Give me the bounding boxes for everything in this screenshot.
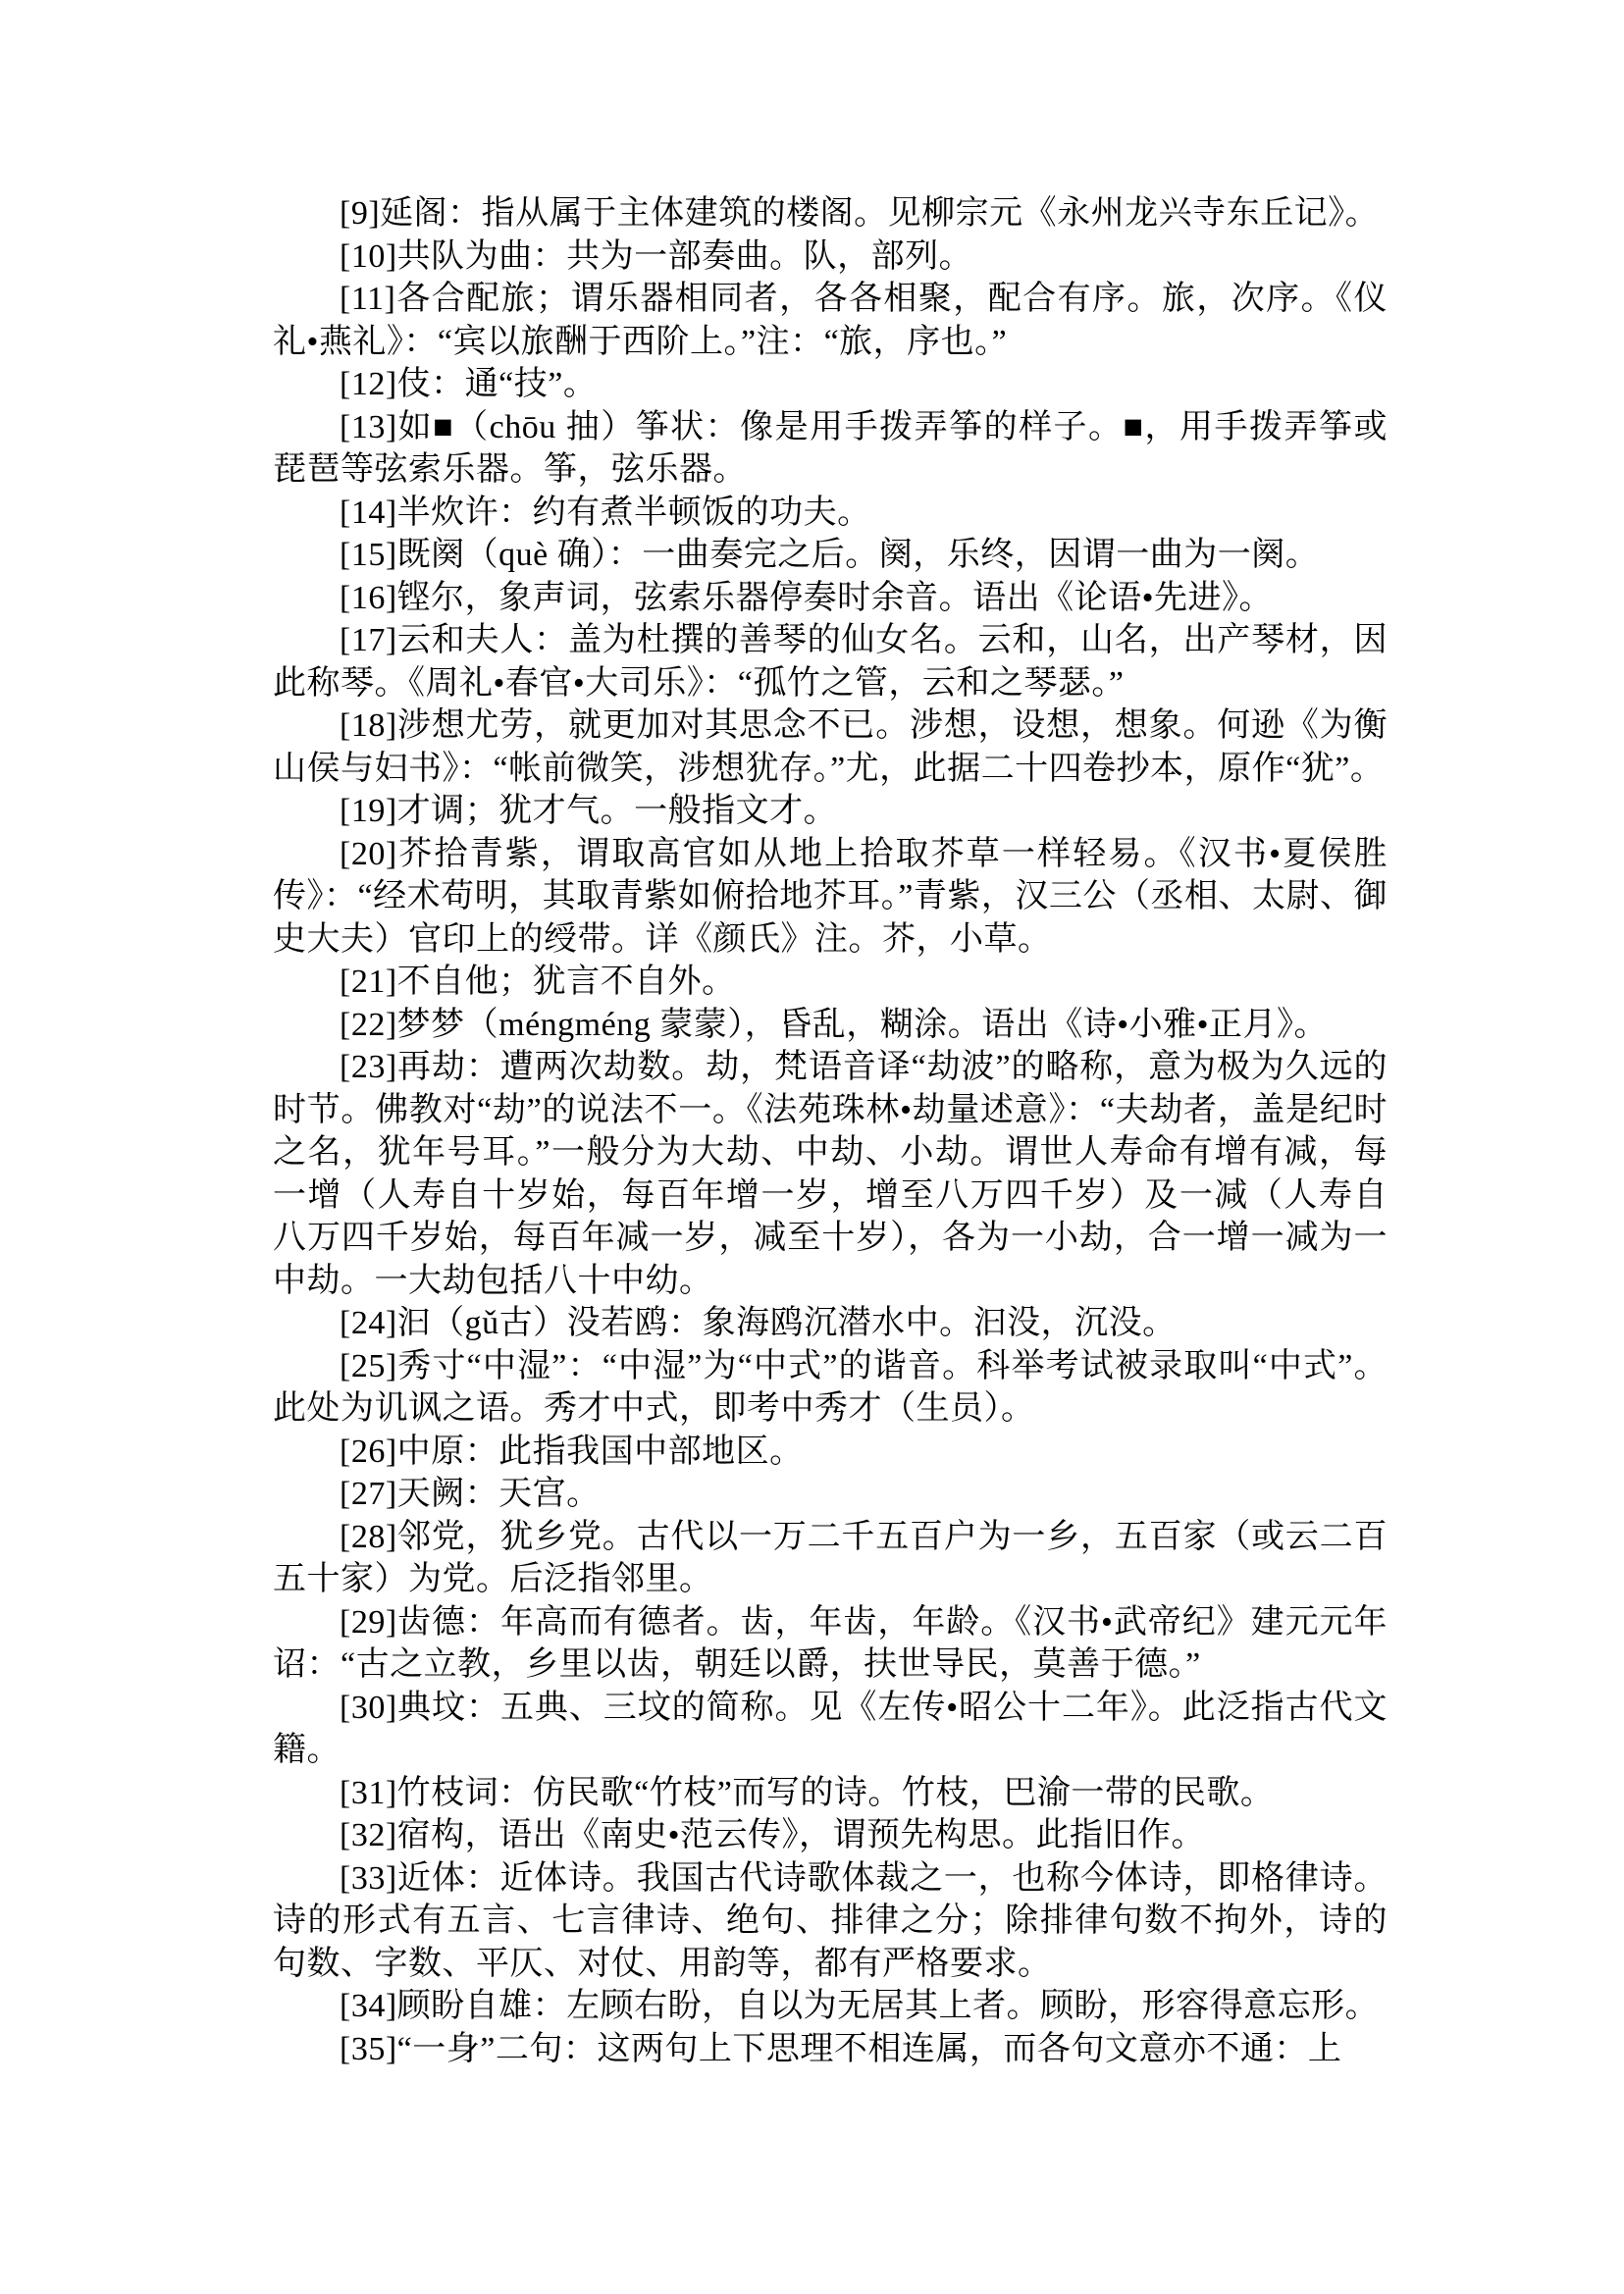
footnote-24: [24]汩（gǔ古）没若鸥：象海鸥沉潜水中。汩没，沉没。	[340, 1305, 1177, 1341]
footnote-21: [21]不自他；犹言不自外。	[340, 964, 736, 1000]
footnote-17: [17]云和夫人：盖为杜撰的善琴的仙女名。云和，山名，出产琴材，因此称琴。《周礼•春官•大司乐》：“孤竹之管，云和之琴瑟。”	[273, 622, 1388, 702]
footnote-23: [23]再劫：遭两次劫数。劫，梵语音译“劫波”的略称，意为极为久远的时节。佛教对“劫”的说法不一。《法苑珠林•劫量述意》：“夫劫者，盖是纪时之名，犹年号耳。”一般分为大劫、中劫、小劫。谓世人寿命有增有减，每一增（人寿自十岁始，每百年增一岁，增至八万四千岁）及一减（人寿自八万四千岁始，每百年减一岁，减至十岁），各为一小劫，合一增一减为一中劫。一大劫包括八十中幼。	[273, 1049, 1388, 1299]
footnote-30: [30]典坟：五典、三坟的简称。见《左传•昭公十二年》。此泛指古代文籍。	[273, 1689, 1388, 1768]
footnote-28: [28]邻党，犹乡党。古代以一万二千五百户为一乡，五百家（或云二百五十家）为党。后泛指邻里。	[273, 1518, 1388, 1597]
footnote-9: [9]延阁：指从属于主体建筑的楼阁。见柳宗元《永州龙兴寺东丘记》。	[340, 195, 1380, 232]
footnote-31: [31]竹枝词：仿民歌“竹枝”而写的诗。竹枝，巴渝一带的民歌。	[340, 1774, 1275, 1811]
footnote-22: [22]梦梦（méngméng 蒙蒙），昏乱，糊涂。语出《诗•小雅•正月》。	[340, 1006, 1329, 1043]
footnote-26: [26]中原：此指我国中部地区。	[340, 1433, 804, 1470]
footnote-34: [34]顾盼自雄：左顾右盼，自以为无居其上者。顾盼，形容得意忘形。	[340, 1988, 1380, 2024]
footnote-16: [16]铿尔，象声词，弦索乐器停奏时余音。语出《论语•先进》。	[340, 579, 1274, 616]
footnote-15: [15]既阕（què 确）：一曲奏完之后。阕，乐终，因谓一曲为一阕。	[340, 537, 1320, 573]
footnote-11: [11]各合配旅；谓乐器相同者，各各相聚，配合有序。旅，次序。《仪礼•燕礼》：“宾以旅酬于西阶上。”注：“旅，序也。”	[273, 281, 1388, 360]
footnotes-text-block	[273, 192, 1388, 2070]
footnote-29: [29]齿德：年高而有德者。齿，年齿，年龄。《汉书•武帝纪》建元元年诏：“古之立教，乡里以齿，朝廷以爵，扶世导民，莫善于德。”	[273, 1603, 1388, 1683]
footnote-10: [10]共队为曲：共为一部奏曲。队，部列。	[340, 237, 973, 275]
footnote-33: [33]近体：近体诗。我国古代诗歌体裁之一，也称今体诗，即格律诗。诗的形式有五言、七言律诗、绝句、排律之分；除排律句数不拘外，诗的句数、字数、平仄、对仗、用韵等，都有严格要求。	[273, 1859, 1388, 1982]
footnote-25: [25]秀寸“中湿”：“中湿”为“中式”的谐音。科举考试被录取叫“中式”。此处为讥讽之语。秀才中式，即考中秀才（生员）。	[273, 1347, 1388, 1427]
footnote-35: [35]“一身”二句：这两句上下思理不相连属，而各句文意亦不通：上	[340, 2030, 1342, 2067]
footnote-18: [18]涉想尤劳，就更加对其思念不已。涉想，设想，想象。何逊《为衡山侯与妇书》：“帐前微笑，涉想犹存。”尤，此据二十四卷抄本，原作“犹”。	[273, 707, 1388, 787]
footnote-14: [14]半炊许：约有煮半顿饭的功夫。	[340, 494, 871, 531]
footnote-20: [20]芥拾青紫，谓取高官如从地上拾取芥草一样轻易。《汉书•夏侯胜传》：“经术苟明，其取青紫如俯拾地芥耳。”青紫，汉三公（丞相、太尉、御史大夫）官印上的绶带。详《颜氏》注。芥，小草。	[273, 835, 1388, 958]
footnote-13: [13]如■（chōu 抽）筝状：像是用手拨弄筝的样子。■，用手拨弄筝或琵琶等弦索乐器。筝，弦乐器。	[273, 408, 1388, 488]
footnote-27: [27]天阙：天宫。	[340, 1476, 601, 1512]
footnote-32: [32]宿构，语出《南史•范云传》，谓预先构思。此指旧作。	[340, 1817, 1206, 1853]
footnote-12: [12]伎：通“技”。	[340, 366, 598, 402]
footnote-19: [19]才调；犹才气。一般指文才。	[340, 793, 838, 829]
